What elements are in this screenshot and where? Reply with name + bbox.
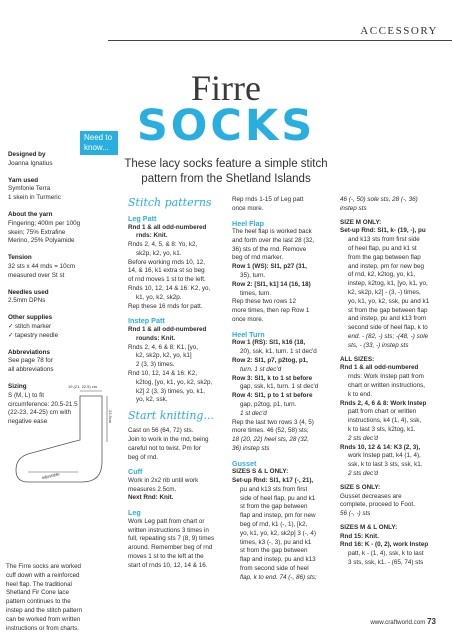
text-line: SIZE M ONLY:: [340, 218, 382, 226]
text-line: Work Leg patt from chart or: [128, 517, 205, 525]
text-line: flap and instep, pu and k13: [240, 556, 316, 564]
other-supplies-heading: Other supplies: [8, 314, 53, 322]
text-line: k2tog, [yo, k1, yo, k2, sk2p,: [136, 378, 213, 386]
about-yarn-heading: About the yarn: [8, 210, 53, 218]
foot-length-label: adjustable: [41, 471, 61, 480]
text-line: Join to work in the rnd, being: [128, 435, 209, 443]
text-line: moves 1 st to the left at the: [128, 552, 204, 560]
text-line: and instep, pu and k13 from: [348, 315, 427, 323]
text-line: 14, & 16, k1 extra st so beg: [128, 267, 205, 275]
text-line: Set-up Rnd: Sl1, k17 (-, 21),: [232, 477, 314, 485]
text-line: and instep, pm for new beg: [348, 262, 424, 270]
instep-patt-heading: Instep Patt: [128, 316, 165, 326]
text-line: k2] 2 (3, 3) times, yo, k1,: [136, 387, 205, 395]
text-line: 3 sts, ssk, k1. - (65, 74) sts: [348, 559, 424, 567]
title-firre: Firre: [191, 68, 261, 108]
text-line: 2 sts dec'd: [348, 469, 378, 477]
text-line: st from the gap between flap: [348, 306, 428, 314]
text-line: Row 4: Sl1, p to 1 st before: [232, 392, 313, 400]
text-line: written instructions 3 times in: [128, 526, 209, 534]
header-rule: [108, 40, 452, 41]
text-line: Gusset decreases are: [340, 492, 402, 500]
text-line: around. Remember beg of rnd: [128, 544, 213, 552]
text-line: instep sts: [340, 204, 367, 212]
text-line: of rnd moves 1 st to the left.: [128, 276, 206, 284]
text-line: once more.: [232, 204, 264, 212]
text-line: Rnds 10, 12, 14 & 16: K2, yo,: [128, 285, 211, 293]
text-line: sk2p, k2, yo, k1.: [136, 249, 182, 257]
text-line: times, turn.: [240, 289, 272, 297]
gusset-heading: Gusset: [232, 458, 257, 468]
text-line: Rnds 2, 4, 5, & 8: Yo, k2,: [128, 241, 198, 249]
sizing-heading: Sizing: [8, 382, 27, 390]
leg-patt-heading: Leg Patt: [128, 214, 157, 223]
footer-url: www.craftworld.com: [370, 619, 426, 626]
width-label: 19 (21, 22.5) cm: [68, 384, 98, 389]
text-line: 46 (-, 50) sole sts, 28 (-, 36): [340, 196, 418, 203]
about-line: Fingering; 400m per 100g: [8, 219, 81, 227]
text-line: Rep the last two rows 3 (4, 5): [232, 418, 314, 426]
text-line: from second side of heel: [240, 564, 309, 572]
text-line: yo, k1, yo, k2, sk2p] 3 (-, 4): [240, 529, 316, 537]
instructions-column-3: [340, 196, 448, 568]
yarn-line: Symfonie Terra: [8, 185, 51, 193]
text-line: 20), ssk, k1, turn. 1 st dec'd: [240, 348, 317, 356]
desc-line: The Firre socks are worked: [6, 563, 81, 570]
yarn-line: 1 skein in Turmeric: [8, 194, 61, 202]
subtitle-line-2: pattern from the Shetland Islands: [141, 172, 311, 185]
text-line: k2, sk2p, k2, yo, k1]: [136, 352, 192, 360]
text-line: and forth over the last 28 (32,: [232, 236, 315, 244]
text-line: Row 2: Sl1, p7, p2tog, p1,: [232, 356, 308, 364]
text-line: SIZES S & L ONLY:: [232, 468, 289, 476]
text-line: k to end.: [348, 390, 373, 398]
designer-name: Joanna Ignatius: [8, 159, 53, 167]
text-line: once more.: [232, 316, 264, 324]
text-line: sts, - (33, -) instep sts: [348, 341, 409, 349]
about-line: Merino, 25% Polyamide: [8, 237, 75, 245]
text-line: Row 3: Sl1, k to 1 st before: [232, 374, 313, 382]
leg-heading: Leg: [128, 508, 141, 518]
text-line: Set-up Rnd: Sl1, k- (19, -), pu: [340, 227, 426, 235]
text-line: work Instep patt, k4 (1, 4),: [348, 452, 421, 460]
desc-line: can be worked from written: [6, 615, 81, 623]
text-line: patt, k - (1, 4), ssk, k to last: [348, 550, 424, 558]
heel-flap-heading: Heel Flap: [232, 218, 264, 228]
text-line: yo, k1, yo, k2, ssk, pu and k1: [348, 297, 430, 305]
abbreviations-line: See page 78 for: [8, 357, 53, 365]
text-line: yo, k2, ssk.: [136, 396, 168, 404]
text-line: patt from chart or written: [348, 408, 417, 416]
instructions-column-1: [128, 196, 230, 571]
badge-line-1: Need to: [84, 133, 113, 142]
text-line: 2 (3, 3) times.: [136, 361, 175, 369]
text-line: and k13 sts from first side: [348, 236, 420, 244]
supply-item: ✓ tapestry needle: [8, 331, 59, 339]
text-line: Row 1 (WS): Sl1, p27 (31,: [232, 263, 307, 271]
text-line: instructions, k4 (1, 4), ssk,: [348, 417, 422, 425]
desc-line: heel flap. The traditional: [6, 580, 72, 588]
text-line: Rep rnds 1-15 of Leg patt: [232, 196, 304, 203]
text-line: The heel flap is worked back: [232, 228, 312, 236]
designed-by-heading: Designed by: [8, 151, 46, 158]
start-knitting-heading: Start knitting...: [128, 409, 214, 423]
text-line: k to last 3 sts, k2tog, k1.: [348, 425, 416, 433]
sock-schematic-diagram: [10, 382, 114, 488]
text-line: 56 (-, -) sts: [340, 510, 371, 518]
text-line: Rnd 16: K - (0, 2), work Instep: [340, 541, 429, 549]
abbreviations-heading: Abbreviations: [8, 348, 50, 356]
text-line: ALL SIZES:: [340, 355, 375, 363]
text-line: pu and k13 sts from first: [240, 485, 308, 493]
text-line: flap, k to end. 74 (-, 86) sts;: [240, 573, 317, 581]
text-line: more times, then rep Row 1: [232, 307, 310, 315]
text-line: 36) sts of the rnd. Remove: [232, 245, 307, 253]
text-line: Rnds 10, 12 & 14: K3 (2, 3),: [340, 443, 421, 451]
text-line: Rep these two rows 12: [232, 298, 297, 306]
sizing-line: (22-23, 24-25) cm with: [8, 409, 71, 417]
text-line: Rnd 1 & all odd-numbered: [128, 325, 207, 333]
text-line: Before working rnds 10, 12,: [128, 258, 206, 266]
text-line: 1 st dec'd: [240, 409, 267, 417]
tension-heading: Tension: [8, 254, 32, 262]
desc-line: pattern continues to the: [6, 598, 71, 606]
cuff-heading: Cuff: [128, 467, 143, 477]
text-line: gap, ssk, k1, turn. 1 st dec'd: [240, 383, 319, 391]
text-line: chart or written instructions,: [348, 381, 425, 389]
text-line: instep, k2tog, k1, [yo, k1, yo,: [348, 280, 428, 288]
text-line: of rnd, k2, k2tog, yo, k1,: [348, 271, 416, 279]
text-line: Rep these 16 rnds for patt.: [128, 302, 203, 310]
sizing-line: S (M, L) to fit: [8, 391, 45, 399]
text-line: k2, sk2p, k2] - (3, -) times,: [348, 288, 421, 296]
text-line: k1, yo, k2, sk2p.: [136, 293, 182, 301]
page-number: 73: [427, 617, 436, 626]
text-line: st from the gap between: [240, 503, 308, 511]
sock-outline-shape: [16, 396, 102, 482]
text-line: Rnds 2, 4, 6 & 8: Work Instep: [340, 399, 427, 407]
desc-line: Shetland Fir Cone lace: [6, 589, 69, 597]
instructions-column-2: [232, 196, 336, 583]
stitch-patterns-heading: Stitch patterns: [128, 196, 212, 209]
text-line: flap and instep, pm for new: [240, 512, 316, 520]
text-line: Rnd 1 & all odd-numbered: [340, 364, 419, 372]
needles-heading: Needles used: [8, 288, 49, 296]
text-line: of heel flap, pu and k1 st: [348, 244, 417, 252]
badge-line-2: know...: [84, 142, 109, 152]
yarn-used-heading: Yarn used: [8, 176, 39, 184]
text-line: Rnd 1 & all odd-numbered: [128, 223, 207, 231]
text-line: from the gap between flap: [348, 253, 421, 261]
heel-turn-heading: Heel Turn: [232, 329, 265, 339]
text-line: end. - (82, -) sts; -(48, -) sole: [348, 332, 429, 340]
text-line: ssk, k to last 3 sts, ssk, k1.: [348, 461, 423, 469]
text-line: times, k3 (-, 3), pu and k1: [240, 538, 312, 546]
leg-length-label: 23.5cm: [108, 410, 113, 424]
text-line: Next Rnd: Knit.: [128, 494, 174, 502]
supply-item: ✓ stitch marker: [8, 322, 52, 330]
text-line: 2 sts dec'd: [348, 434, 378, 442]
text-line: SIZES M & L ONLY:: [340, 523, 398, 531]
text-line: rnds: Knit.: [136, 232, 168, 240]
text-line: rounds: Knit.: [136, 334, 176, 342]
text-line: 35), turn.: [240, 272, 266, 280]
text-line: SIZE S ONLY:: [340, 483, 381, 491]
text-line: more times. 46 (52, 58) sts;: [232, 427, 309, 435]
text-line: Row 2: [Sl1, k1] 14 (16, 18): [232, 280, 311, 288]
page-footer: [370, 617, 436, 626]
text-line: turn. 1 st dec'd: [240, 365, 282, 373]
text-line: Rnd 15: Knit.: [340, 532, 379, 540]
sizing-line: negative ease: [8, 418, 48, 426]
text-line: Rnds 2, 4, 6 & 8: K1, [yo,: [128, 343, 199, 351]
title-socks: SOCKS: [136, 101, 316, 151]
section-label: ACCESSORY: [360, 25, 438, 37]
text-line: Cast on 56 (64, 72) sts.: [128, 427, 194, 435]
about-line: skein; 75% Extrafine: [8, 228, 66, 236]
text-line: start of rnds 10, 12, 14 & 16.: [128, 561, 208, 569]
text-line: 36) instep sts: [232, 444, 270, 452]
text-line: complete, proceed to Foot.: [340, 501, 415, 509]
text-line: beg of rnd marker.: [232, 254, 284, 262]
text-line: careful not to twist. Pm for: [128, 444, 201, 452]
desc-line: instep and the stitch pattern: [6, 606, 83, 614]
text-line: beg of rnd.: [128, 453, 159, 461]
text-line: Row 1 (RS): Sl1, k16 (18,: [232, 339, 306, 347]
desc-line: instructions or from charts.: [6, 624, 79, 632]
text-line: side of heel flap, pu and k1: [240, 494, 316, 502]
needles-line: 2.5mm DPNs: [8, 297, 46, 305]
desc-line: cuff down with a reinforced: [6, 571, 80, 579]
text-line: st from the gap between: [240, 547, 308, 555]
text-line: full, repeating sts 7 (8, 9) times: [128, 535, 215, 543]
text-line: rnds: Work Instep patt from: [348, 373, 424, 381]
text-line: Rnd 10, 12, 14 & 16: K2,: [128, 369, 197, 377]
pattern-description: [6, 563, 118, 633]
text-line: measures 2.5cm.: [128, 485, 177, 493]
text-line: 18 (20, 22) heel sts, 28 (32,: [232, 436, 310, 444]
tension-line: measured over St st: [8, 271, 65, 279]
abbreviations-line: all abbreviations: [8, 366, 54, 374]
text-line: beg of rnd, k1 (-, 1), [k2,: [240, 521, 308, 528]
text-line: Work in 2x2 rib until work: [128, 476, 199, 484]
tension-line: 32 sts x 44 rnds = 10cm: [8, 262, 76, 270]
text-line: second side of heel flap, k to: [348, 324, 428, 332]
text-line: gap, p2tog, p1, turn.: [240, 400, 297, 408]
subtitle-line-1: These lacy socks feature a simple stitch: [124, 158, 328, 170]
sizing-line: circumference: 20.5-21.5: [8, 400, 78, 408]
